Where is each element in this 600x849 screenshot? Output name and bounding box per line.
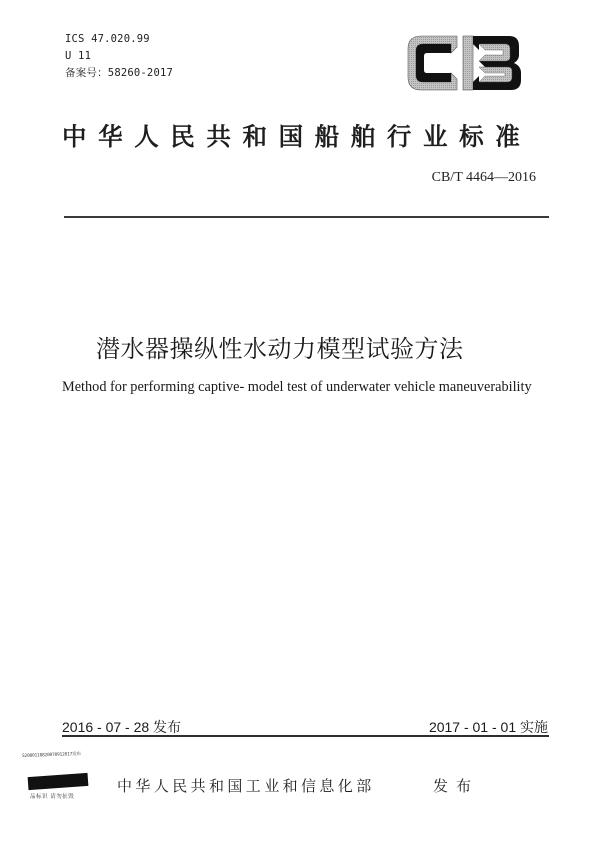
ccs-code: U 11 [65,50,92,62]
standard-number: CB/T 4464—2016 [431,170,536,185]
publish-label: 发布 [433,777,480,795]
standard-category-title: 中华人民共和国船舶行业标准 [62,122,532,151]
document-title-en: Method for performing captive- model test of underwater vehicle maneuverability [62,379,532,395]
bottom-divider [62,735,549,737]
anti-counterfeit-label-icon [28,773,89,790]
cb-logo-icon [405,33,525,93]
stamp-serial: S2080118820070912017发布 [21,751,81,760]
issue-date: 2016 - 07 - 28 发布 [62,719,182,735]
top-divider [64,216,549,218]
filing-number: 备案号：58260-2017 [65,67,174,79]
stamp-label: 品标识 请勿扯毁 [30,794,75,800]
effective-date: 2017 - 01 - 01 实施 [428,719,548,735]
document-title-zh: 潜水器操纵性水动力模型试验方法 [96,335,464,363]
publisher-name: 中华人民共和国工业和信息化部 [117,777,375,795]
ics-code: ICS 47.020.99 [65,33,150,45]
